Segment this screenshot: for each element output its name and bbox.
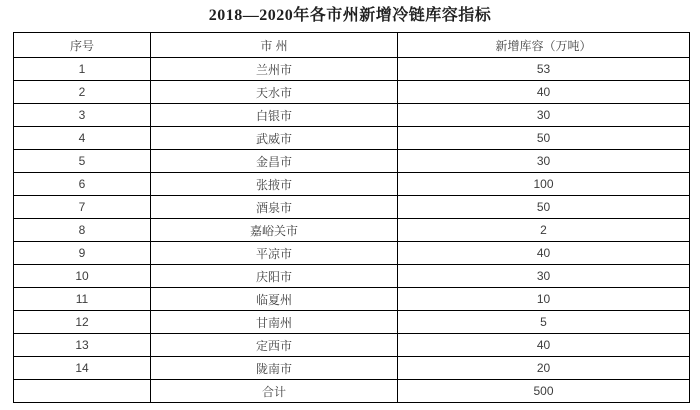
table-cell: 陇南市 <box>151 357 398 380</box>
table-row <box>14 81 690 104</box>
table-cell: 嘉峪关市 <box>151 219 398 242</box>
table-row <box>14 265 690 288</box>
capacity-table <box>13 32 690 403</box>
table-row <box>14 219 690 242</box>
table-cell: 甘南州 <box>151 311 398 334</box>
table-cell: 8 <box>14 219 151 242</box>
table-cell: 40 <box>398 242 690 265</box>
table-cell: 天水市 <box>151 81 398 104</box>
table-cell: 12 <box>14 311 151 334</box>
table-cell: 张掖市 <box>151 173 398 196</box>
table-cell: 平凉市 <box>151 242 398 265</box>
table-cell: 10 <box>14 265 151 288</box>
page-title: 2018—2020年各市州新增冷链库容指标 <box>208 7 492 24</box>
table-row <box>14 311 690 334</box>
table-cell: 5 <box>14 150 151 173</box>
table-cell: 9 <box>14 242 151 265</box>
table-cell: 13 <box>14 334 151 357</box>
table-cell: 40 <box>398 334 690 357</box>
table-row <box>14 127 690 150</box>
table-cell: 2 <box>398 219 690 242</box>
table-cell: 100 <box>398 173 690 196</box>
table-row <box>14 242 690 265</box>
table-cell: 30 <box>398 104 690 127</box>
table-row <box>14 196 690 219</box>
capacity-table-body <box>14 58 690 403</box>
table-cell: 兰州市 <box>151 58 398 81</box>
table-cell: 白银市 <box>151 104 398 127</box>
table-cell: 定西市 <box>151 334 398 357</box>
table-row <box>14 104 690 127</box>
table-cell: 酒泉市 <box>151 196 398 219</box>
table-cell: 14 <box>14 357 151 380</box>
table-row <box>14 357 690 380</box>
total-row <box>14 380 690 403</box>
table-cell: 2 <box>14 81 151 104</box>
table-cell: 30 <box>398 150 690 173</box>
table-cell: 50 <box>398 196 690 219</box>
table-cell: 10 <box>398 288 690 311</box>
table-row <box>14 173 690 196</box>
table-row <box>14 150 690 173</box>
table-cell: 临夏州 <box>151 288 398 311</box>
table-row <box>14 288 690 311</box>
table-cell: 11 <box>14 288 151 311</box>
table-cell: 6 <box>14 173 151 196</box>
table-cell: 3 <box>14 104 151 127</box>
table-header <box>14 33 690 58</box>
table-cell: 4 <box>14 127 151 150</box>
table-cell: 40 <box>398 81 690 104</box>
table-cell: 20 <box>398 357 690 380</box>
column-header-capacity: 新增库容（万吨） <box>398 33 690 58</box>
table-cell: 5 <box>398 311 690 334</box>
table-row <box>14 58 690 81</box>
table-cell: 金昌市 <box>151 150 398 173</box>
table-cell <box>14 380 151 403</box>
column-header-city: 市 州 <box>151 33 398 58</box>
table-cell: 53 <box>398 58 690 81</box>
table-row <box>14 334 690 357</box>
table-cell: 1 <box>14 58 151 81</box>
table-cell: 7 <box>14 196 151 219</box>
header-row <box>14 33 690 58</box>
table-cell: 50 <box>398 127 690 150</box>
table-cell: 30 <box>398 265 690 288</box>
table-cell: 武威市 <box>151 127 398 150</box>
table-cell: 庆阳市 <box>151 265 398 288</box>
table-cell: 合计 <box>151 380 398 403</box>
column-header-index: 序号 <box>14 33 151 58</box>
table-cell: 500 <box>398 380 690 403</box>
